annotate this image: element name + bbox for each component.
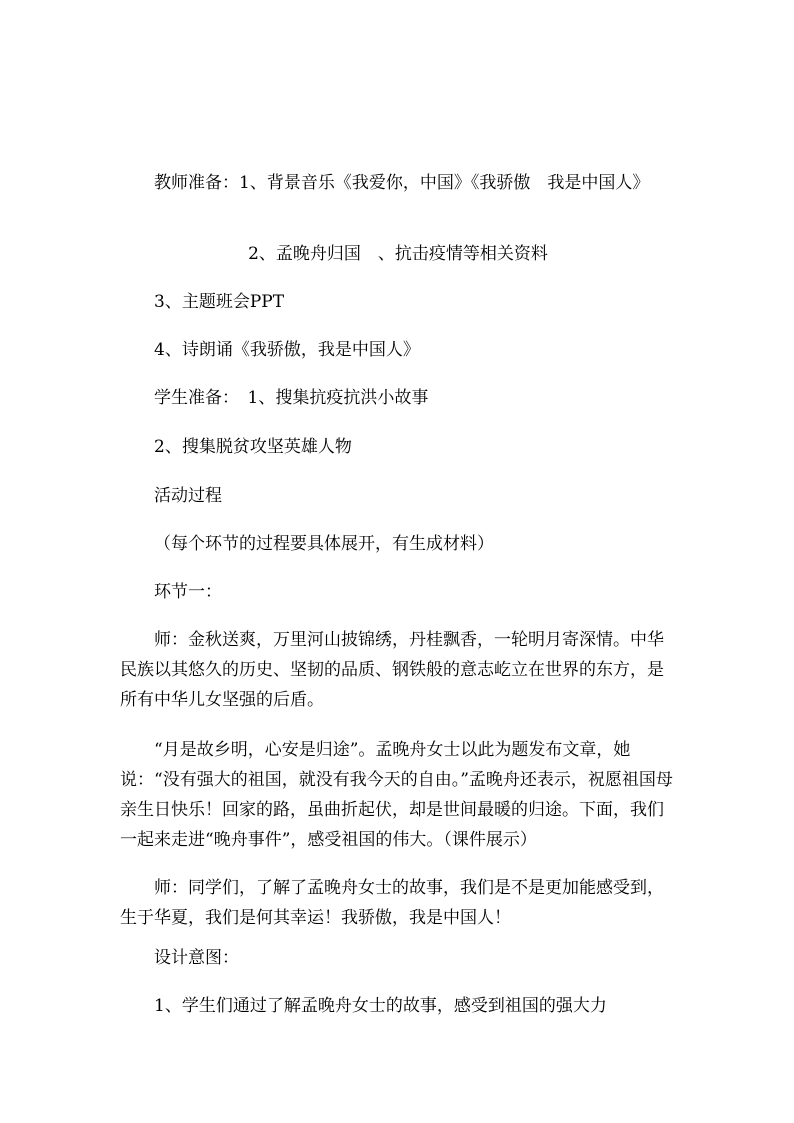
student-preparation-paragraph: 学生准备： 1、搜集抗疫抗洪小故事 — [154, 388, 429, 408]
activity-process-note: （每个环节的过程要具体展开，有生成材料） — [154, 534, 494, 554]
design-intent-point-1: 1、学生们通过了解孟晚舟女士的故事，感受到祖国的强大力 — [154, 996, 607, 1016]
design-intent-heading: 设计意图： — [154, 948, 239, 968]
teacher-preparation-item-4: 4、诗朗诵《我骄傲，我是中国人》 — [154, 340, 420, 360]
teacher-preparation-item-2: 2、孟晚舟归国 、抗击疫情等相关资料 — [248, 244, 548, 264]
quote-paragraph: “月是故乡明，心安是归途”。孟晚舟女士以此为题发布文章，她说：“没有强大的祖国，就没有我今天的自由。”孟晚舟还表示，祝愿祖国母亲生日快乐！回家的路，虽曲折起伏，却是世间最暖的归途。下面，我们一起来走进“晚舟事件”，感受祖国的伟大。（课件展示） — [120, 740, 673, 850]
teacher-speech-paragraph-1: 师：金秋送爽，万里河山披锦绣，丹桂飘香，一轮明月寄深情。中华民族以其悠久的历史、坚韧的品质、钢铁般的意志屹立在世界的东方，是所有中华儿女坚强的后盾。 — [120, 630, 664, 710]
student-preparation-item-2: 2、搜集脱贫攻坚英雄人物 — [154, 437, 352, 457]
teacher-preparation-item-3: 3、主题班会PPT — [154, 292, 285, 312]
section-one-heading: 环节一： — [154, 582, 222, 602]
activity-process-heading: 活动过程 — [154, 486, 222, 506]
teacher-speech-paragraph-2: 师：同学们，了解了孟晚舟女士的故事，我们是不是更加能感受到，生于华夏，我们是何其幸运！我骄傲，我是中国人！ — [120, 878, 664, 928]
teacher-preparation-paragraph: 教师准备：1、背景音乐《我爱你，中国》《我骄傲 我是中国人》 — [154, 173, 650, 193]
